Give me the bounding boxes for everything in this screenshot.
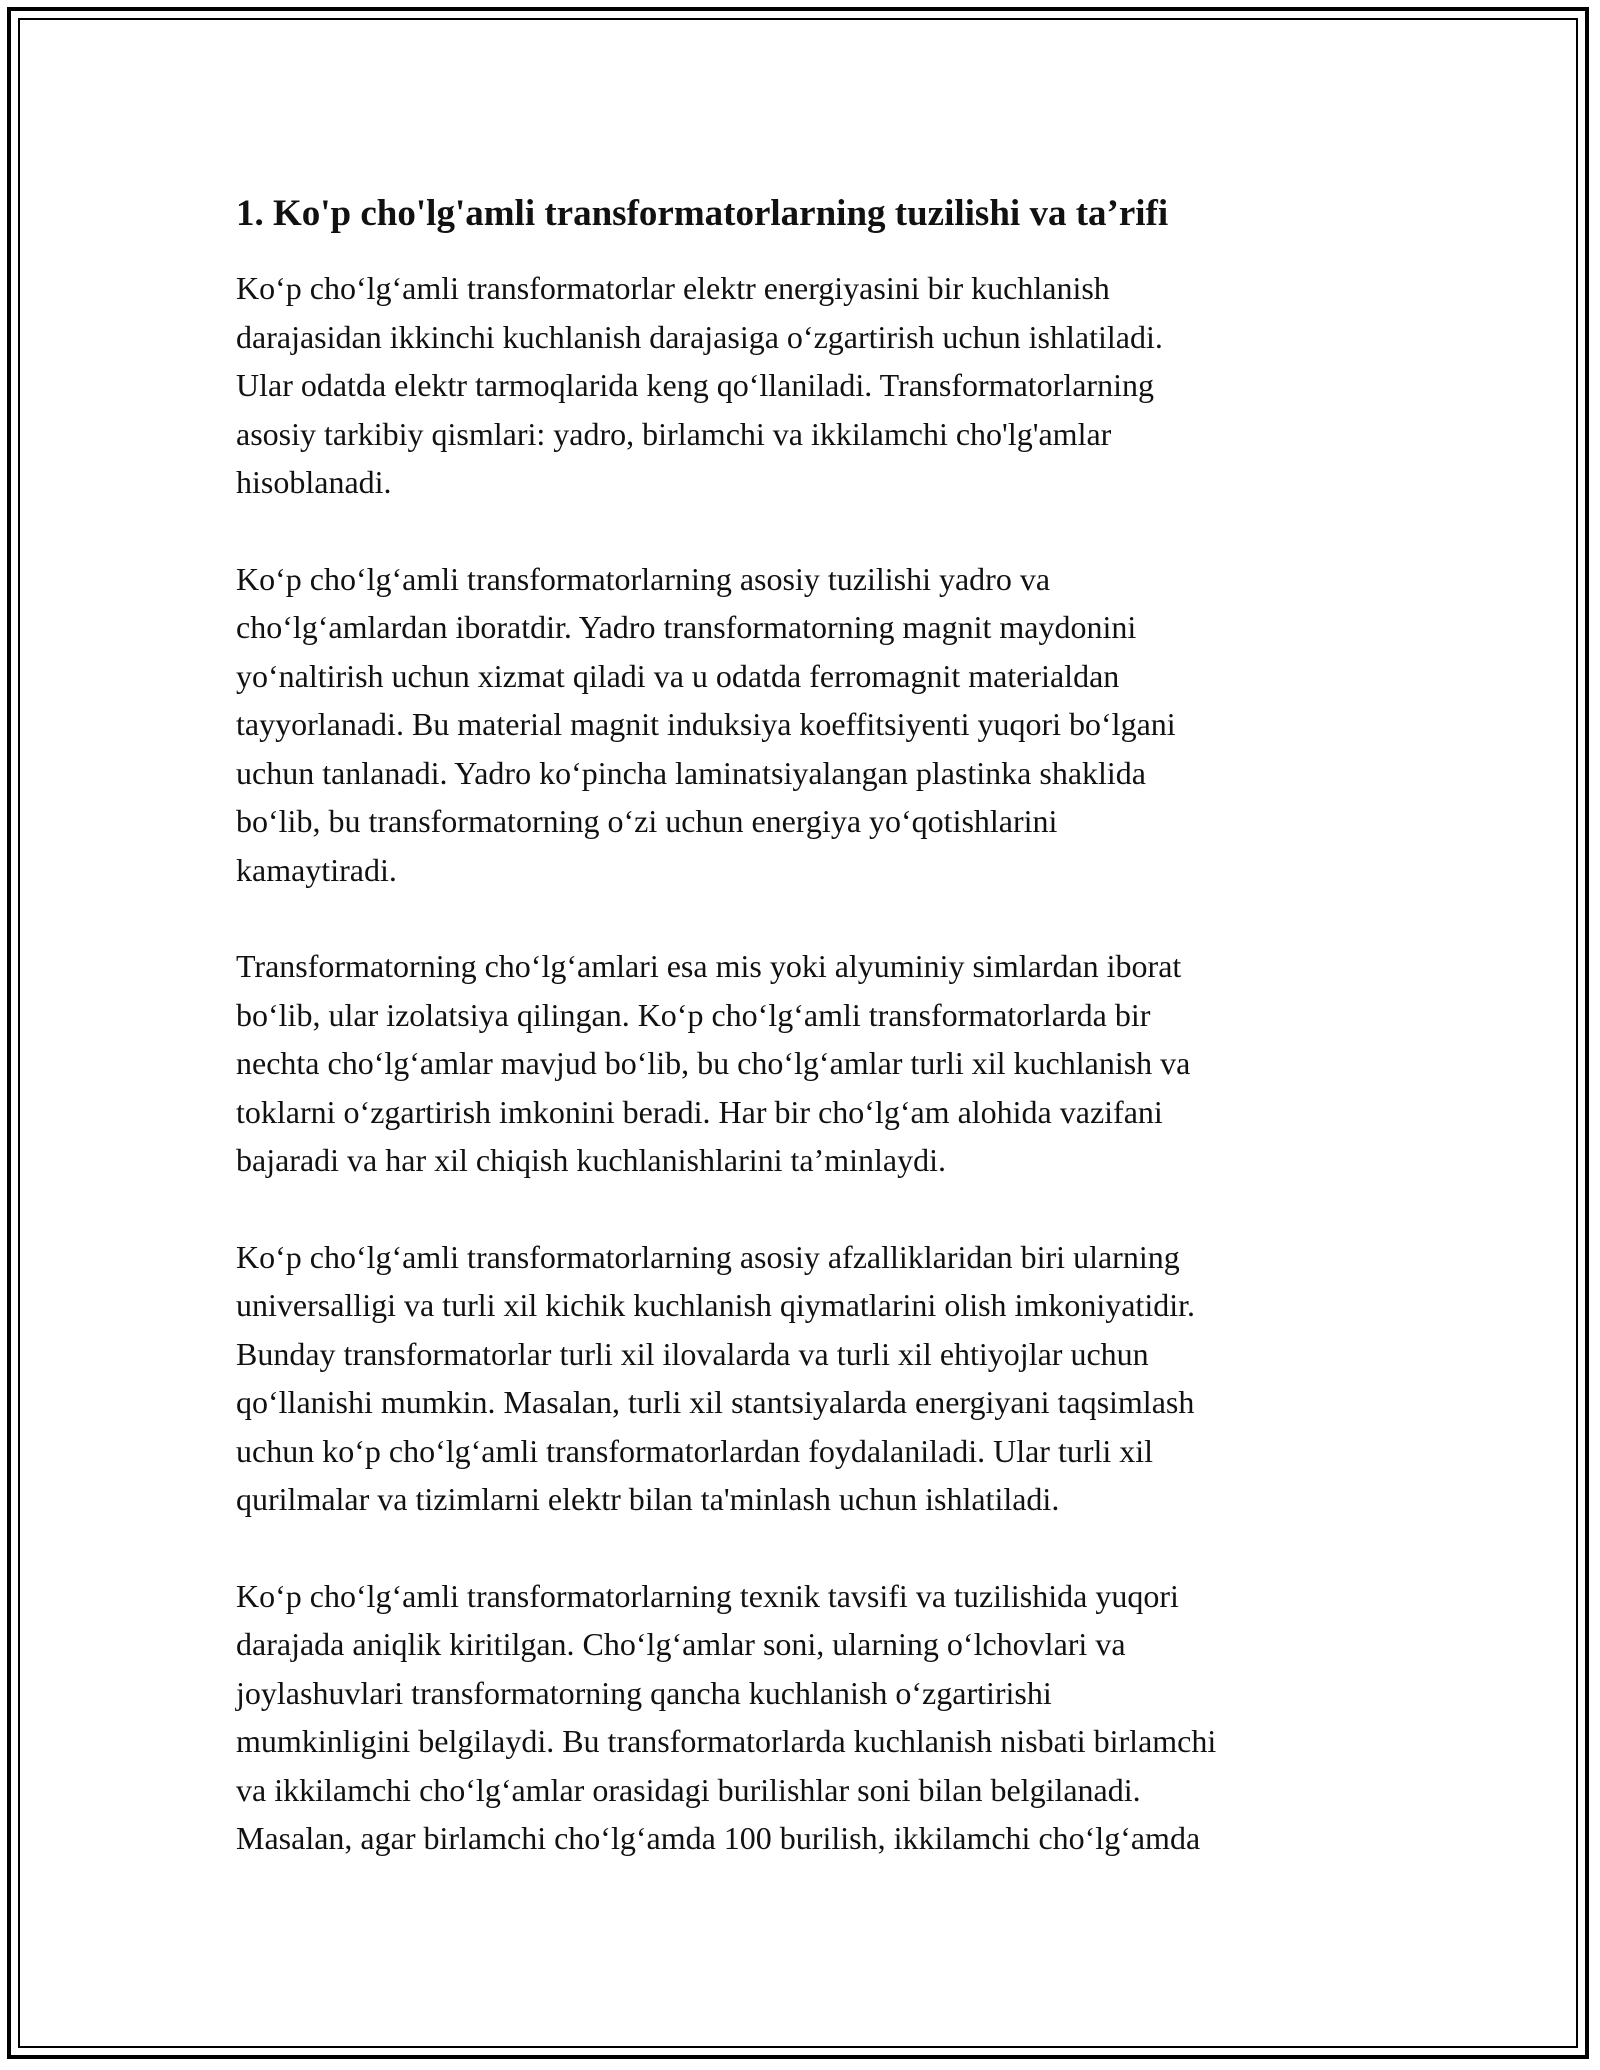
text-line: uchun tanlanadi. Yadro koʻpincha laminatsiyalangan plastinka shaklida — [236, 754, 1146, 791]
text-line: choʻlgʻamlardan iboratdir. Yadro transformatorning magnit maydonini — [236, 609, 1137, 645]
text-line: Bunday transformatorlar turli xil ilovalarda va turli xil ehtiyojlar uchun — [236, 1335, 1149, 1372]
text-line: Koʻp choʻlgʻamli transformatorlarning asosiy tuzilishi yadro va — [236, 560, 1051, 597]
text-line: mumkinligini belgilaydi. Bu transformatorlarda kuchlanish nisbati birlamchi — [236, 1723, 1217, 1759]
document-body — [236, 186, 1366, 1911]
text-line: asosiy tarkibiy qismlari: yadro, birlamchi va ikkilamchi cho'lg'amlar — [236, 415, 1112, 452]
text-line: Ular odatda elektr tarmoqlarida keng qoʻllaniladi. Transformatorlarning — [236, 367, 1154, 403]
text-line: boʻlib, bu transformatorning oʻzi uchun energiya yoʻqotishlarini — [236, 803, 1058, 839]
paragraph-core-structure — [236, 555, 1366, 895]
text-line: tayyorlanadi. Bu material magnit induksiya koeffitsiyenti yuqori boʻlgani — [236, 706, 1176, 742]
text-line: va ikkilamchi choʻlgʻamlar orasidagi burilishlar soni bilan belgilanadi. — [236, 1771, 1141, 1808]
text-line: Koʻp choʻlgʻamli transformatorlar elektr energiyasini bir kuchlanish — [236, 270, 1110, 306]
text-line: Masalan, agar birlamchi choʻlgʻamda 100 burilish, ikkilamchi choʻlgʻamda — [236, 1820, 1201, 1856]
text-line: yoʻnaltirish uchun xizmat qiladi va u odatda ferromagnit materialdan — [236, 657, 1120, 694]
text-line: uchun koʻp choʻlgʻamli transformatorlardan foydalaniladi. Ular turli xil — [236, 1432, 1154, 1469]
paragraph-technical-description — [236, 1572, 1366, 1863]
text-line: toklarni oʻzgartirish imkonini beradi. Har bir choʻlgʻam alohida vazifani — [236, 1093, 1163, 1130]
paragraph-windings — [236, 942, 1366, 1185]
text-line: darajasidan ikkinchi kuchlanish darajasiga oʻzgartirish uchun ishlatiladi. — [236, 318, 1163, 355]
text-line: joylashuvlari transformatorning qancha kuchlanish oʻzgartirishi — [236, 1674, 1052, 1711]
text-line: qurilmalar va tizimlarni elektr bilan ta'minlash uchun ishlatiladi. — [236, 1481, 1060, 1517]
text-line: darajada aniqlik kiritilgan. Choʻlgʻamlar soni, ularning oʻlchovlari va — [236, 1626, 1126, 1662]
text-line: kamaytiradi. — [236, 851, 397, 888]
paragraph-definition — [236, 264, 1366, 507]
text-line: Koʻp choʻlgʻamli transformatorlarning asosiy afzalliklaridan biri ularning — [236, 1238, 1180, 1275]
text-line: Transformatorning choʻlgʻamlari esa mis yoki alyuminiy simlardan iborat — [236, 948, 1182, 984]
text-line: bajaradi va har xil chiqish kuchlanishlarini taʼminlaydi. — [236, 1142, 947, 1178]
text-line: boʻlib, ular izolatsiya qilingan. Koʻp choʻlgʻamli transformatorlarda bir — [236, 996, 1151, 1033]
text-line: hisoblanadi. — [236, 464, 392, 500]
text-line: qoʻllanishi mumkin. Masalan, turli xil stantsiyalarda energiyani taqsimlash — [236, 1384, 1195, 1420]
text-line: universalligi va turli xil kichik kuchlanish qiymatlarini olish imkoniyatidir. — [236, 1287, 1195, 1323]
text-line: Koʻp choʻlgʻamli transformatorlarning texnik tavsifi va tuzilishida yuqori — [236, 1577, 1179, 1614]
section-heading: 1. Ko'p cho'lg'amli transformatorlarning tuzilishi va ta’rifi — [236, 193, 1169, 234]
paragraph-advantages — [236, 1233, 1366, 1524]
text-line: nechta choʻlgʻamlar mavjud boʻlib, bu choʻlgʻamlar turli xil kuchlanish va — [236, 1045, 1191, 1081]
